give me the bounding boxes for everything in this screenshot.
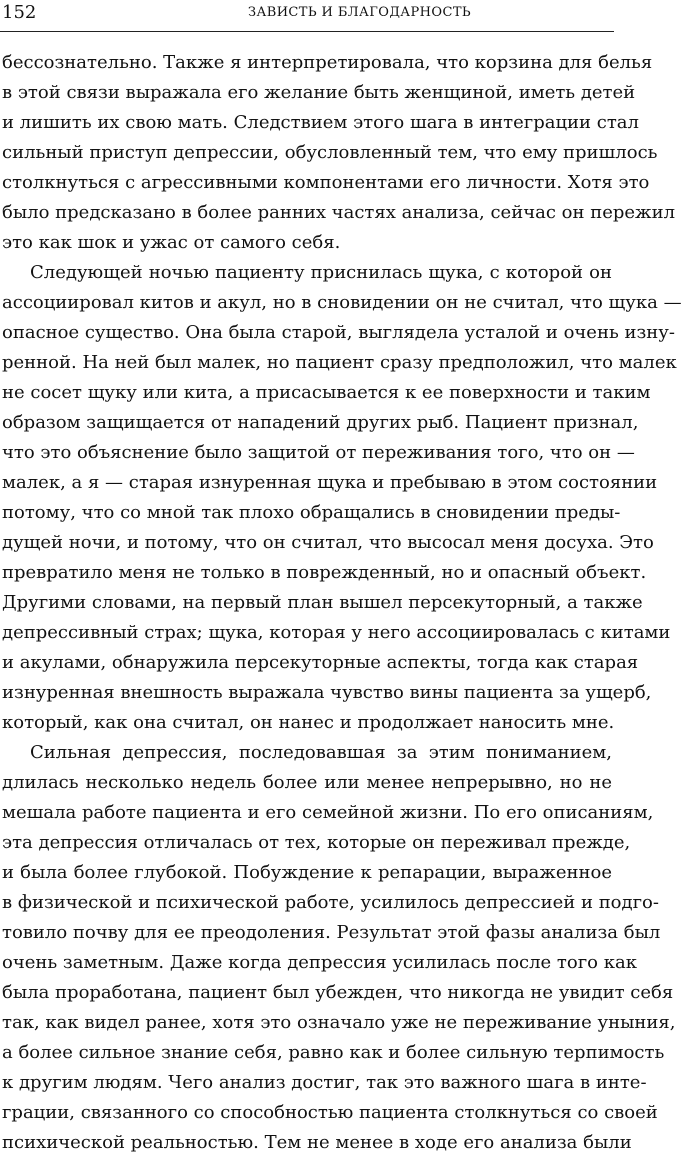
text-line: превратило меня не только в поврежденный, но и опасный объект. xyxy=(2,562,647,583)
text-line: так, как видел ранее, хотя это означало уже не переживание уныния, xyxy=(2,1012,676,1033)
text-line: и акулами, обнаружила персекуторные аспекты, тогда как старая xyxy=(2,652,639,673)
page-header xyxy=(0,0,620,34)
text-line: в этой связи выражала его желание быть женщиной, иметь детей xyxy=(2,82,636,103)
text-line: а более сильное знание себя, равно как и более сильную терпимость xyxy=(2,1042,665,1063)
text-line: очень заметным. Даже когда депрессия усилилась после того как xyxy=(2,952,637,973)
text-line: изнуренная внешность выражала чувство вины пациента за ущерб, xyxy=(2,682,652,703)
text-line: длилась несколько недель более или менее непрерывно, но не xyxy=(2,772,612,793)
text-line: который, как она считал, он нанес и продолжает наносить мне. xyxy=(2,712,615,733)
text-line: опасное существо. Она была старой, выглядела усталой и очень изну- xyxy=(2,322,675,343)
running-title: ЗАВИСТЬ И БЛАГОДАРНОСТЬ xyxy=(248,5,472,20)
text-line: эта депрессия отличалась от тех, которые он переживал прежде, xyxy=(2,832,631,853)
text-line: и была более глубокой. Побуждение к репарации, выраженное xyxy=(2,862,612,883)
text-line: малек, а я — старая изнуренная щука и пребываю в этом состоянии xyxy=(2,472,658,493)
text-line: это как шок и ужас от самого себя. xyxy=(2,232,341,253)
text-line: потому, что со мной так плохо обращались в сновидении преды- xyxy=(2,502,621,523)
text-line: грации, связанного со способностью пациента столкнуться со своей xyxy=(2,1102,658,1123)
text-line: Сильная депрессия, последовавшая за этим пониманием, xyxy=(30,742,612,763)
text-line: к другим людям. Чего анализ достиг, так это важного шага в инте- xyxy=(2,1072,647,1093)
header-rule xyxy=(0,31,614,32)
body-text xyxy=(2,48,682,1158)
text-line: Другими словами, на первый план вышел персекуторный, а также xyxy=(2,592,643,613)
text-line: было предсказано в более ранних частях анализа, сейчас он пережил xyxy=(2,202,676,223)
text-line: столкнуться с агрессивными компонентами его личности. Хотя это xyxy=(2,172,650,193)
text-line: ренной. На ней был малек, но пациент сразу предположил, что малек xyxy=(2,352,677,373)
paragraph xyxy=(2,258,682,738)
paragraph xyxy=(2,738,676,1158)
text-line: бессознательно. Также я интерпретировала, что корзина для белья xyxy=(2,52,653,73)
text-line: психической реальностью. Тем не менее в ходе его анализа были xyxy=(2,1132,632,1153)
text-line: Следующей ночью пациенту приснилась щука, с которой он xyxy=(30,262,612,283)
paragraph xyxy=(2,48,676,258)
page-number: 152 xyxy=(2,2,37,23)
text-line: и лишить их свою мать. Следствием этого шага в интеграции стал xyxy=(2,112,639,133)
text-line: сильный приступ депрессии, обусловленный тем, что ему пришлось xyxy=(2,142,658,163)
text-line: не сосет щуку или кита, а присасывается к ее поверхности и таким xyxy=(2,382,651,403)
text-line: образом защищается от нападений других рыб. Пациент признал, xyxy=(2,412,639,433)
text-line: что это объяснение было защитой от переживания того, что он — xyxy=(2,442,635,463)
text-line: депрессивный страх; щука, которая у него ассоциировалась с китами xyxy=(2,622,671,643)
text-line: была проработана, пациент был убежден, что никогда не увидит себя xyxy=(2,982,674,1003)
text-line: мешала работе пациента и его семейной жизни. По его описаниям, xyxy=(2,802,654,823)
text-line: в физической и психической работе, усилилось депрессией и подго- xyxy=(2,892,659,913)
text-line: дущей ночи, и потому, что он считал, что высосал меня досуха. Это xyxy=(2,532,654,553)
text-line: товило почву для ее преодоления. Результат этой фазы анализа был xyxy=(2,922,661,943)
text-line: ассоциировал китов и акул, но в сновидении он не считал, что щука — xyxy=(2,292,682,313)
